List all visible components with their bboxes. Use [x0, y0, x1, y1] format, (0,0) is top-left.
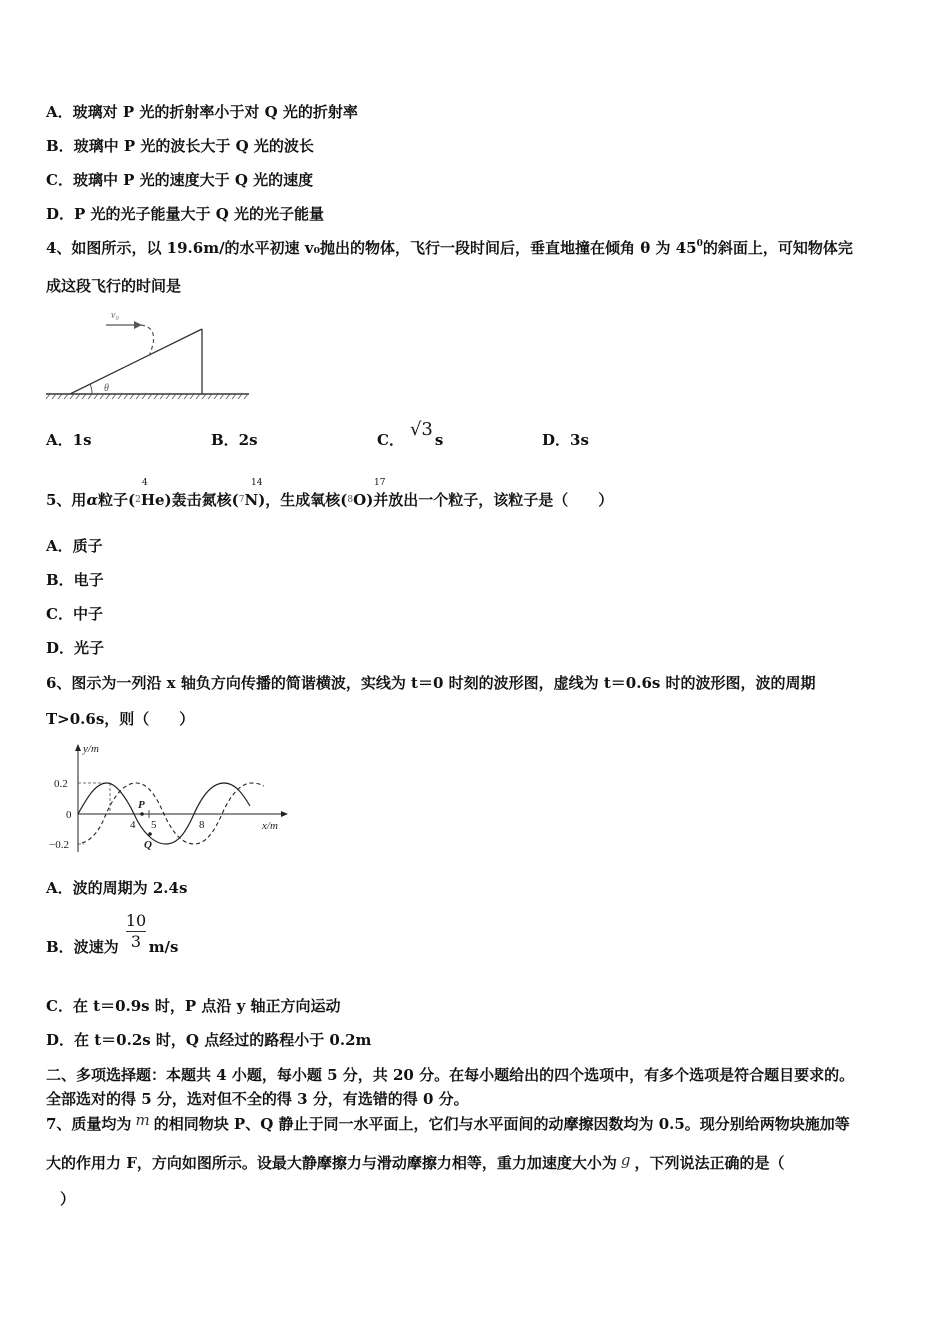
o-charge-number: 8: [347, 495, 354, 505]
q6-option-b-unit: m/s: [148, 938, 179, 956]
q4-stem-line2: 成这段飞行的时间是: [46, 277, 182, 295]
q4-stem-line1: [46, 238, 853, 261]
q4-stem-tail: 的斜面上，可知物体完: [702, 239, 853, 257]
alpha-symbol: α: [86, 491, 98, 509]
q5-option-b: B．电子: [46, 571, 104, 589]
q6-option-d: D．在 t＝0.2s 时，Q 点经过的路程小于 0.2m: [46, 1031, 372, 1049]
q3-option-d: D．P 光的光子能量大于 Q 光的光子能量: [46, 205, 325, 223]
fraction-numerator: 10: [125, 911, 147, 930]
q4-incline-figure: [44, 306, 254, 401]
y-axis-arrow: [75, 744, 81, 751]
q6-option-b: [46, 937, 178, 957]
q5-stem: [46, 490, 613, 513]
q5-text-4: N)，生成氧核(: [244, 491, 348, 509]
q7-stem-line2: [46, 1153, 785, 1173]
q5-option-c: C．中子: [46, 605, 103, 623]
mass-symbol: m: [135, 1111, 150, 1129]
tick-0.2: 0.2: [54, 778, 68, 790]
n-mass-number: 14: [251, 478, 263, 488]
q3-option-a: A．玻璃对 P 光的折射率小于对 Q 光的折射率: [46, 103, 358, 121]
degree-superscript: 0: [696, 239, 703, 249]
q4-option-c-prefix: C．: [377, 431, 404, 449]
fraction-denominator: 3: [130, 932, 142, 951]
q6-stem-line1: 6、图示为一列沿 x 轴负方向传播的简谐横波，实线为 t＝0 时刻的波形图，虚线为 t＝0.6s 时的波形图，波的周期: [46, 674, 816, 692]
q7-text-1: 7、质量均为: [46, 1115, 132, 1133]
q7-text-2: 的相同物块 P、Q 静止于同一水平面上，它们与水平面间的动摩擦因数均为 0.5。现分别给两物块施加等: [153, 1115, 850, 1133]
q5-option-d: D．光子: [46, 639, 105, 657]
angle-arc: [90, 384, 92, 394]
he-mass-number: 4: [142, 478, 148, 488]
point-q-label: Q: [144, 839, 152, 851]
q5-option-a: A．质子: [46, 537, 103, 555]
n-charge-number: 7: [238, 495, 245, 505]
q4-option-c-unit: s: [434, 431, 444, 449]
q6-option-c: C．在 t＝0.9s 时，P 点沿 y 轴正方向运动: [46, 997, 341, 1015]
q7-text-3: 大的作用力 F，方向如图所示。设最大静摩擦力与滑动摩擦力相等，重力加速度大小为: [46, 1154, 617, 1172]
tick-8: 8: [199, 819, 205, 831]
point-p-label: P: [138, 799, 145, 811]
x-axis-arrow: [281, 811, 288, 817]
y-axis-label: y/m: [83, 743, 99, 755]
q3-option-c: C．玻璃中 P 光的速度大于 Q 光的速度: [46, 171, 314, 189]
q4-option-c: [377, 419, 444, 450]
q5-text-2: 粒子(: [97, 491, 136, 509]
angle-label: θ: [104, 383, 109, 394]
q6-wave-figure: [44, 740, 294, 858]
q3-option-b: B．玻璃中 P 光的波长大于 Q 光的波长: [46, 137, 314, 155]
q4-option-d: D．3s: [542, 431, 589, 449]
tick-minus-0.2: −0.2: [49, 839, 69, 851]
section2-heading-line2: 全部选对的得 5 分，选对但不全的得 3 分，有选错的得 0 分。: [46, 1090, 469, 1108]
sqrt3: √3: [409, 419, 433, 440]
ground-hatching: [46, 394, 248, 399]
tick-0: 0: [66, 809, 72, 821]
x-axis-label: x/m: [262, 820, 278, 832]
q5-text-3: He)轰击氮核(: [140, 491, 239, 509]
q5-text-5: O)并放出一个粒子，该粒子是（ ）: [353, 491, 614, 509]
tick-4: 4: [130, 819, 136, 831]
q6-option-b-prefix: B．波速为: [46, 938, 119, 956]
tick-5: 5: [151, 819, 157, 831]
velocity-label: v₀: [111, 310, 119, 321]
q7-stem-line1: [46, 1111, 850, 1134]
velocity-arrowhead: [134, 321, 142, 329]
point-q: [148, 832, 152, 836]
fraction-10-over-3: [124, 912, 148, 952]
q7-stem-line3: ）: [60, 1190, 76, 1208]
q4-stem-text: 4、如图所示，以 19.6m/的水平初速 v₀抛出的物体，飞行一段时间后，垂直地撞在倾角 θ 为 45: [46, 239, 697, 257]
gravity-symbol: g: [620, 1151, 631, 1169]
o-mass-number: 17: [374, 478, 386, 488]
point-p: [140, 812, 144, 816]
q6-stem-line2: T>0.6s，则（ ）: [46, 710, 195, 728]
q5-text-1: 5、用: [46, 491, 87, 509]
he-charge-number: 2: [135, 495, 141, 505]
q4-option-b: B．2s: [211, 431, 258, 449]
q7-text-4: ，下列说法正确的是（: [634, 1154, 785, 1172]
q4-option-a: A．1s: [46, 431, 92, 449]
q6-option-a: A．波的周期为 2.4s: [46, 879, 188, 897]
section2-heading-line1: 二、多项选择题：本题共 4 小题，每小题 5 分，共 20 分。在每小题给出的四个选项中，有多个选项是符合题目要求的。: [46, 1066, 855, 1084]
